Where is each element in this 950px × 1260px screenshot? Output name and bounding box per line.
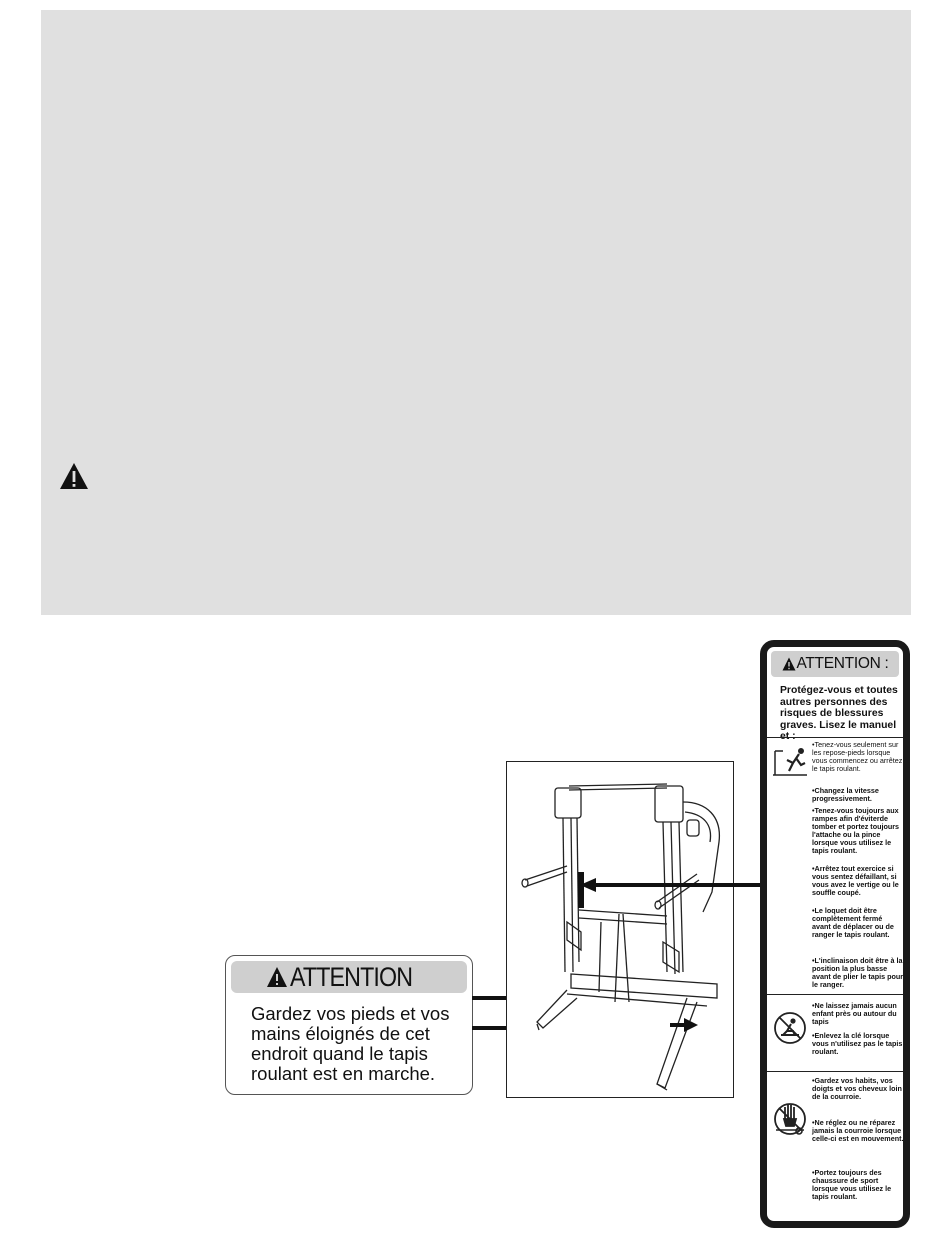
attention-text: Gardez vos pieds et vos mains éloignés de cet endroit quand le tapis roulant est en marche.	[251, 1003, 450, 1084]
safety-bullet: •Changez la vitesse progressivement.	[812, 786, 879, 803]
treadmill-illustration	[506, 761, 734, 1098]
attention-intro: Protégez-vous et toutes autres personnes des risques de blessures graves. Lisez le manuel et :	[780, 685, 898, 742]
safety-bullet: •Ne réglez ou ne réparez jamais la courroie lorsque celle-ci est en mouvement.	[812, 1118, 904, 1143]
divider	[767, 737, 903, 738]
arrow-line-right	[578, 875, 764, 895]
no-children-icon	[773, 1011, 807, 1045]
divider	[767, 994, 903, 995]
safety-bullet: •Tenez-vous toujours aux rampes afin d'éviterde tomber et portez toujours l'attache ou la pince lorsque vous utilisez le tapis roulant.	[812, 806, 900, 855]
attention-title: ATTENTION :	[796, 655, 889, 672]
attention-header	[231, 961, 467, 993]
warning-icon	[782, 657, 796, 671]
safety-bullet: •Portez toujours des chaussure de sport lorsque vous utilisez le tapis roulant.	[812, 1168, 892, 1201]
warning-icon	[59, 461, 89, 491]
gray-panel	[41, 10, 911, 615]
warning-icon	[266, 966, 288, 988]
step-off-icon	[771, 743, 811, 779]
safety-bullet: •Enlevez la clé lorsque vous n'utilisez pas le tapis roulant.	[812, 1031, 903, 1056]
safety-bullet: •Arrêtez tout exercice si vous sentez défaillant, si vous avez le vertige ou le souffle coupé.	[812, 864, 899, 897]
safety-bullet: •Tenez-vous seulement sur les repose-pieds lorsque vous commencez ou arrêtez le tapis roulant.	[812, 740, 903, 773]
safety-bullet: •L'inclinaison doit être à la position la plus basse avant de plier le tapis pour le ranger.	[812, 956, 904, 989]
safety-bullet: •Gardez vos habits, vos doigts et vos cheveux loin de la courroie.	[812, 1076, 902, 1101]
safety-bullet: •Ne laissez jamais aucun enfant près ou autour du tapis	[812, 1001, 897, 1026]
hand-belt-icon	[773, 1099, 807, 1143]
attention-label-tall	[760, 640, 910, 1228]
safety-bullet: •Le loquet doit être complètement fermé avant de déplacer ou de ranger le tapis roulant.	[812, 906, 894, 939]
attention-label-small	[225, 955, 473, 1095]
arrow-head-lower	[670, 1018, 700, 1034]
attention-title: ATTENTION	[290, 961, 413, 992]
divider	[767, 1071, 903, 1072]
attention-header	[771, 651, 899, 677]
